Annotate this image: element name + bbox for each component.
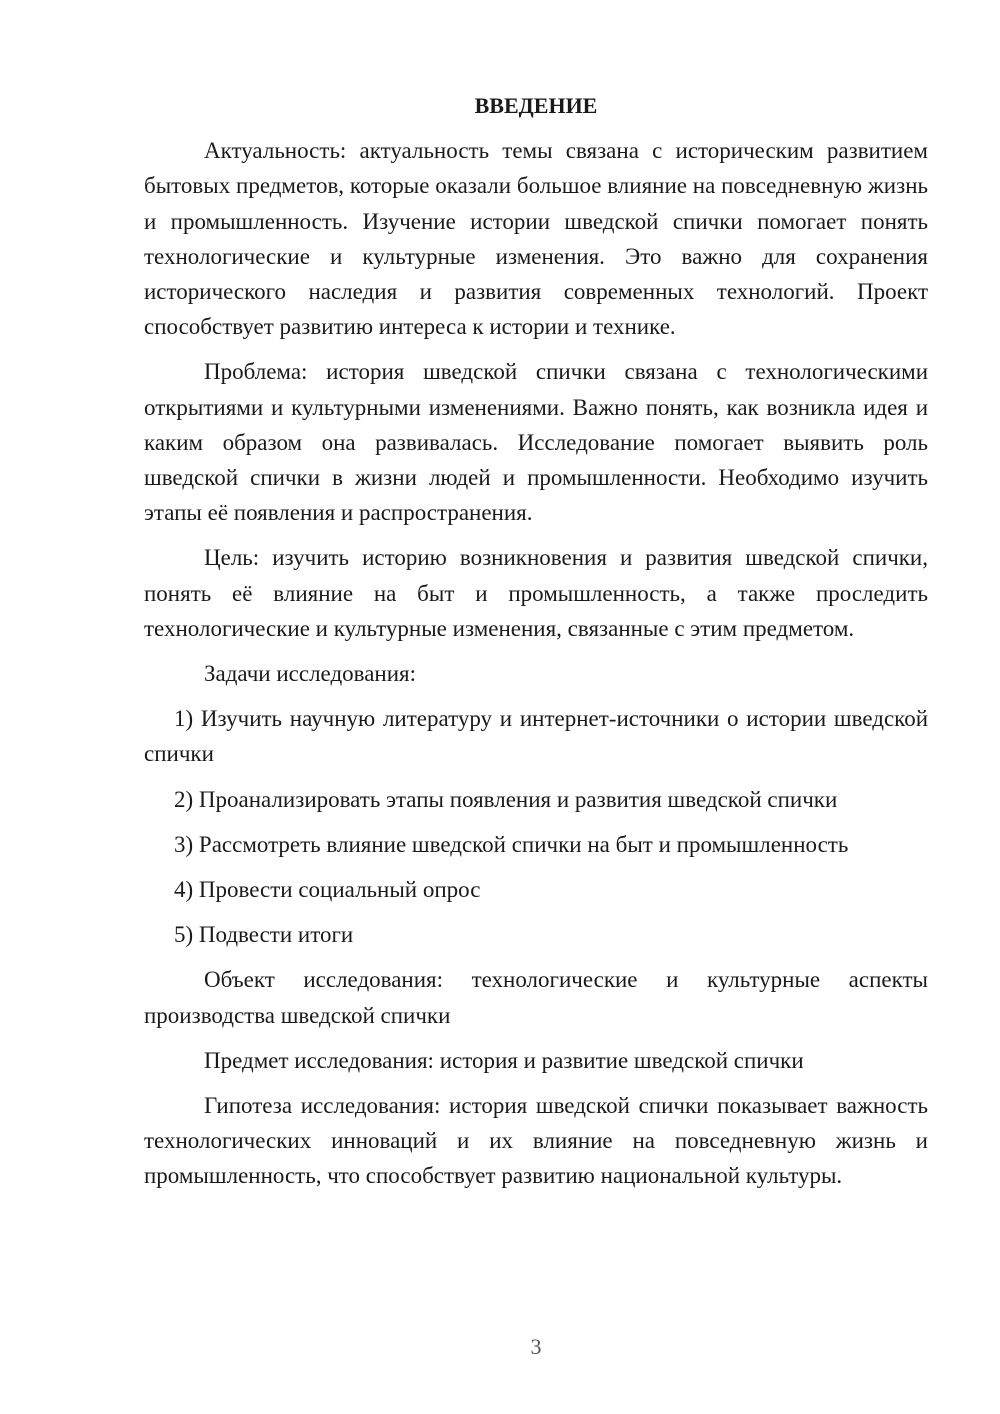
document-title: ВВЕДЕНИЕ <box>474 93 598 118</box>
task-item-2: 2) Проанализировать этапы появления и развития шведской спички <box>174 786 838 812</box>
page-number: 3 <box>530 1334 542 1359</box>
task-item-1: 1) Изучить научную литературу и интернет-источники о истории шведской спички <box>144 706 928 767</box>
task-item-4: 4) Провести социальный опрос <box>174 877 481 903</box>
tasks-list <box>144 701 928 952</box>
task-item-3: 3) Рассмотреть влияние шведской спички на быт и промышленность <box>174 831 849 857</box>
goal-paragraph: Цель: изучить историю возникновения и развития шведской спички, понять её влияние на быт и промышленность, а также проследить технологические и культурные изменения, связанные с этим предметом. <box>144 545 928 641</box>
object-paragraph: Объект исследования: технологические и культурные аспекты производства шведской спички <box>144 967 928 1028</box>
problem-paragraph: Проблема: история шведской спички связана с технологическими открытиями и культурными изменениями. Важно понять, как возникла идея и каким образом она развивалась. Исследование помогает выявить роль шведской спички в жизни людей и промышленности. Необходимо изучить этапы её появления и распространения. <box>144 359 928 526</box>
relevance-paragraph: Актуальность: актуальность темы связана с историческим развитием бытовых предметов, которые оказали большое влияние на повседневную жизнь и промышленность. Изучение истории шведской спички помогает понять технологические и культурные изменения. Это важно для сохранения исторического наследия и развития современных технологий. Проект способствует развитию интереса к истории и технике. <box>144 138 928 340</box>
tasks-heading: Задачи исследования: <box>204 661 417 687</box>
hypothesis-paragraph: Гипотеза исследования: история шведской спички показывает важность технологических инноваций и их влияние на повседневную жизнь и промышленность, что способствует развитию национальной культуры. <box>144 1093 928 1189</box>
document-body <box>144 88 928 1204</box>
subject-paragraph: Предмет исследования: история и развитие шведской спички <box>204 1047 804 1073</box>
task-item-5: 5) Подвести итоги <box>174 922 354 948</box>
